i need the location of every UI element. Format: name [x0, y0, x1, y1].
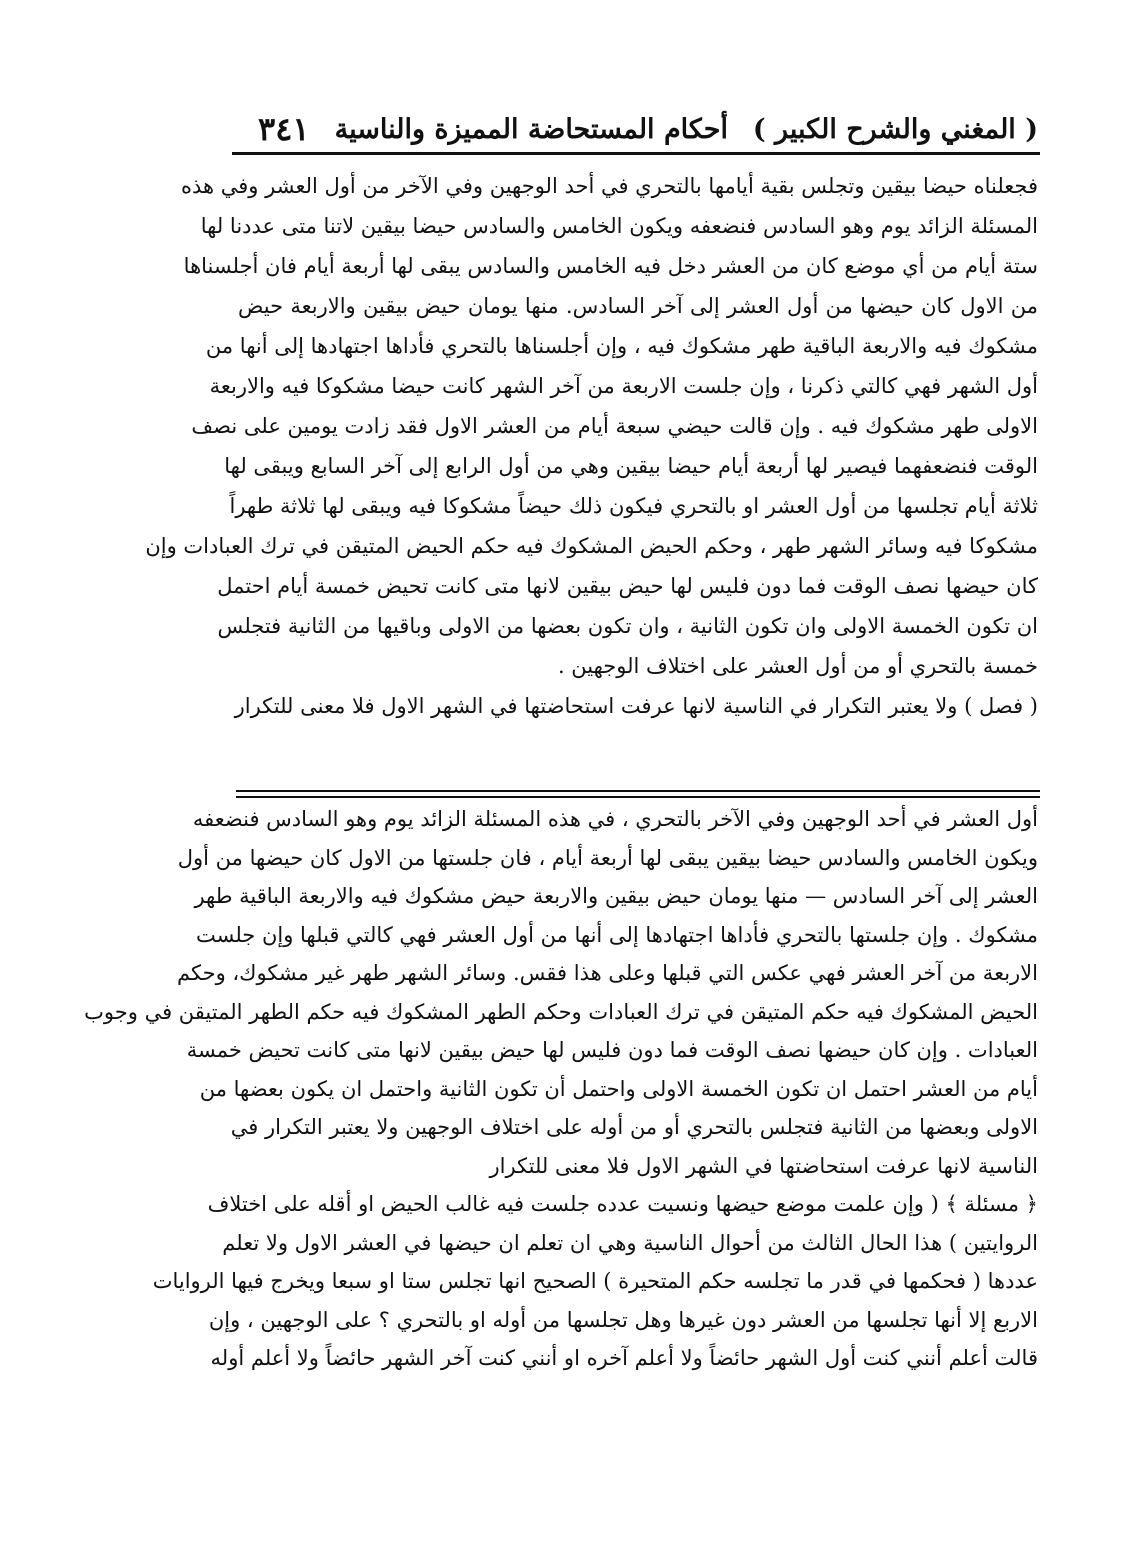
- text-line: العبادات . وإن كان حيضها نصف الوقت فما دون فليس لها حيض بيقين لانها متى كانت تحيض خمسة: [186, 1038, 1038, 1062]
- text-line: الحيض المشكوك فيه حكم المتيقن في ترك العبادات وحكم الطهر المشكوك فيه حكم الطهر المتيقن في وجوب: [84, 999, 1038, 1024]
- text-line: الناسية لانها عرفت استحاضتها في الشهر الاول فلا معنى للتكرار: [489, 1153, 1038, 1178]
- text-line: أيام من العشر احتمل ان تكون الخمسة الاولى واحتمل أن تكون الثانية واحتمل ان يكون بعضها من: [199, 1076, 1038, 1101]
- text-line: مشكوكا فيه وسائر الشهر طهر ، وحكم الحيض المشكوك فيه حكم الحيض المتيقن في ترك العبادات وإن: [145, 534, 1038, 558]
- text-line: المسئلة الزائد يوم وهو السادس فنضعفه ويكون الخامس والسادس حيضا بيقين لاتنا متى عددنا لها: [200, 214, 1038, 238]
- chapter-title: أحكام المستحاضة المميزة والناسية: [334, 114, 728, 145]
- text-line: ثلاثة أيام تجلسها من أول العشر او بالتحري فيكون ذلك حيضاً مشكوكا فيه ويبقى لها ثلاثة طهراً: [229, 494, 1038, 518]
- text-line: من الاول كان حيضها من أول العشر إلى آخر السادس. منها يومان حيض بيقين والاربعة حيض: [238, 294, 1038, 318]
- text-line: الاولى وبعضها من الثانية فتجلس بالتحري أو من أوله على اختلاف الوجهين ولا يعتبر التكرار في: [230, 1115, 1038, 1139]
- text-line: عددها ( فحكمها في قدر ما تجلسه حكم المتحيرة ) الصحيح انها تجلس ستا او سبعا ويخرج فيها الروايات: [152, 1269, 1038, 1293]
- section-divider-bottom: [236, 796, 1040, 798]
- section-divider-top: [236, 790, 1040, 792]
- text-line: الاربع إلا أنها تجلسها من العشر دون غيرها وهل تجلسها من أوله او بالتحري ؟ على الوجهين ، وإن: [208, 1307, 1038, 1332]
- text-line: قالت أعلم أنني كنت أول الشهر حائضاً ولا أعلم آخره او أنني كنت آخر الشهر حائضاً ولا أعلم أوله: [210, 1346, 1038, 1370]
- text-line: ويكون الخامس والسادس حيضا بيقين يبقى لها أربعة أيام ، فان جلستها من الاول كان حيضها من أول: [177, 845, 1038, 870]
- text-line: العشر إلى آخر السادس — منها يومان حيض بيقين والاربعة حيض مشكوك فيه والاربعة الباقية طهر: [194, 884, 1038, 908]
- text-line: مشكوك . وإن جلستها بالتحري فأداها اجتهادها إلى أنها من أول العشر فهي كالتي قبلها وإن جلست: [196, 922, 1038, 947]
- text-line: ( فصل ) ولا يعتبر التكرار في الناسية لانها عرفت استحاضتها في الشهر الاول فلا معنى للتكرار: [234, 694, 1038, 718]
- text-line: كان حيضها نصف الوقت فما دون فليس لها حيض بيقين لانها متى كانت تحيض خمسة أيام احتمل: [217, 574, 1038, 598]
- upper-text-block: [145, 166, 1038, 726]
- text-line: أول الشهر فهي كالتي ذكرنا ، وإن جلست الاربعة من آخر الشهر كانت حيضا مشكوكا فيه والاربعة: [209, 374, 1038, 398]
- text-line: ﴿ مسئلة ﴾ ( وإن علمت موضع حيضها ونسيت عدده جلست فيه غالب الحيض او أقله على اختلاف: [207, 1192, 1038, 1216]
- text-line: الاربعة من آخر العشر فهي عكس التي قبلها وعلى هذا فقس. وسائر الشهر طهر غير مشكوك، وحكم: [177, 961, 1038, 985]
- book-title: ( المغني والشرح الكبير ): [752, 114, 1038, 145]
- text-line: ان تكون الخمسة الاولى وان تكون الثانية ، وان تكون بعضها من الاولى وباقيها من الثانية فتجلس: [217, 614, 1038, 638]
- text-line: أول العشر في أحد الوجهين وفي الآخر بالتحري ، في هذه المسئلة الزائد يوم وهو السادس فنضعفه: [192, 807, 1038, 831]
- header-divider: [232, 152, 1040, 155]
- text-line: مشكوك فيه والاربعة الباقية طهر مشكوك فيه ، وإن أجلسناها بالتحري فأداها اجتهادها إلى أنها من: [205, 334, 1038, 358]
- text-line: الروايتين ) هذا الحال الثالث من أحوال الناسية وهي ان تعلم ان حيضها في العشر الاول ولا تعلم: [222, 1230, 1038, 1255]
- page-header: [238, 108, 1038, 152]
- text-line: الاولى طهر مشكوك فيه . وإن قالت حيضي سبعة أيام من العشر الاول فقد زادت يومين على نصف: [191, 414, 1038, 438]
- text-line: الوقت فنضعفهما فيصير لها أربعة أيام حيضا بيقين وهي من أول الرابع إلى آخر السابع ويبقى لها: [224, 454, 1038, 478]
- lower-text-block: [84, 800, 1038, 1378]
- page-number: ٣٤١: [258, 110, 310, 148]
- text-line: فجعلناه حيضا بيقين وتجلس بقية أيامها بالتحري في أحد الوجهين وفي الآخر من أول العشر وفي هذه: [180, 174, 1038, 198]
- text-line: خمسة بالتحري أو من أول العشر على اختلاف الوجهين .: [557, 654, 1038, 678]
- text-line: ستة أيام من أي موضع كان من العشر دخل فيه الخامس والسادس يبقى لها أربعة أيام فان أجلسناها: [183, 254, 1038, 278]
